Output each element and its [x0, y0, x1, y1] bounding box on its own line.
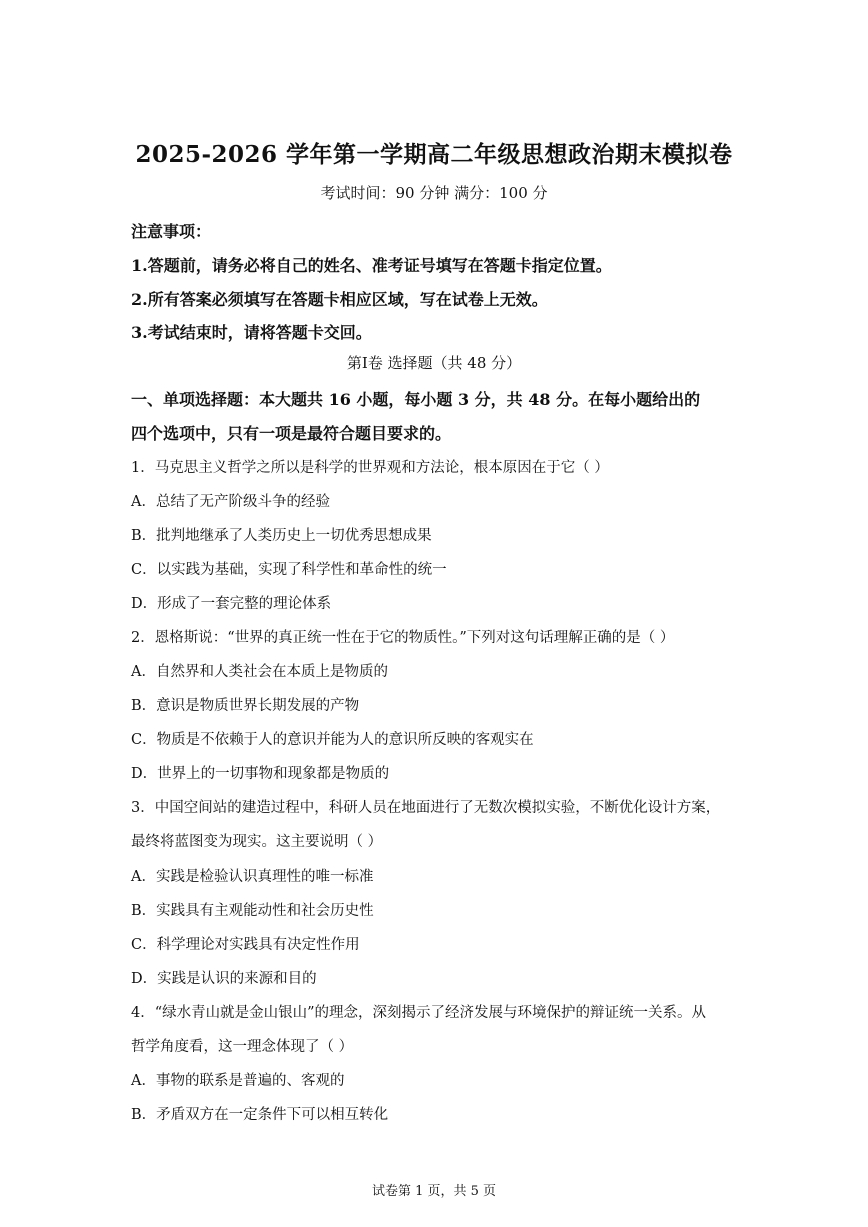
question-3-option-a: A．实践是检验认识真理性的唯一标准	[131, 869, 374, 885]
question-1-option-c: C．以实践为基础，实现了科学性和革命性的统一	[131, 562, 447, 578]
question-3-option-b: B．实践具有主观能动性和社会历史性	[131, 903, 374, 919]
question-3-stem-line-2: 最终将蓝图变为现实。这主要说明（ ）	[131, 834, 383, 850]
question-3-option-d: D．实践是认识的来源和目的	[131, 971, 317, 987]
notice-item-3: 3.考试结束时，请将答题卡交回。	[131, 323, 372, 342]
question-4-stem-line-1: 4．“绿水青山就是金山银山”的理念，深刻揭示了经济发展与环境保护的辩证统一关系。从	[131, 1005, 707, 1021]
exam-title: 2025-2026 学年第一学期高二年级思想政治期末模拟卷	[135, 141, 733, 168]
question-3-stem-line-1: 3．中国空间站的建造过程中，科研人员在地面进行了无数次模拟实验，不断优化设计方案，	[131, 800, 721, 816]
question-2-option-a: A．自然界和人类社会在本质上是物质的	[131, 664, 388, 680]
page-footer: 试卷第 1 页，共 5 页	[371, 1184, 497, 1199]
exam-info: 考试时间：90 分钟 满分：100 分	[320, 184, 548, 202]
part-title: 第Ⅰ卷 选择题（共 48 分）	[346, 354, 522, 372]
question-1-option-b: B．批判地继承了人类历史上一切优秀思想成果	[131, 528, 432, 544]
question-1-stem: 1．马克思主义哲学之所以是科学的世界观和方法论，根本原因在于它（ ）	[131, 460, 609, 476]
question-3-option-c: C．科学理论对实践具有决定性作用	[131, 937, 360, 953]
question-2-option-c: C．物质是不依赖于人的意识并能为人的意识所反映的客观实在	[131, 732, 534, 748]
notice-item-1: 1.答题前，请务必将自己的姓名、准考证号填写在答题卡指定位置。	[131, 256, 612, 275]
section-instruction-line-2: 四个选项中，只有一项是最符合题目要求的。	[131, 424, 452, 443]
question-1-option-d: D．形成了一套完整的理论体系	[131, 596, 332, 612]
notice-heading: 注意事项：	[131, 222, 212, 241]
question-4-stem-line-2: 哲学角度看，这一理念体现了（ ）	[131, 1039, 354, 1055]
question-1-option-a: A．总结了无产阶级斗争的经验	[131, 494, 330, 510]
notice-item-2: 2.所有答案必须填写在答题卡相应区域，写在试卷上无效。	[131, 290, 548, 309]
question-4-option-a: A．事物的联系是普遍的、客观的	[131, 1073, 345, 1089]
section-instruction-line-1: 一、单项选择题：本大题共 16 小题，每小题 3 分，共 48 分。在每小题给出的	[131, 390, 701, 409]
question-2-option-d: D．世界上的一切事物和现象都是物质的	[131, 766, 390, 782]
question-2-option-b: B．意识是物质世界长期发展的产物	[131, 698, 360, 714]
question-2-stem: 2．恩格斯说：“世界的真正统一性在于它的物质性。”下列对这句话理解正确的是（ ）	[131, 630, 675, 646]
question-4-option-b: B．矛盾双方在一定条件下可以相互转化	[131, 1107, 389, 1123]
